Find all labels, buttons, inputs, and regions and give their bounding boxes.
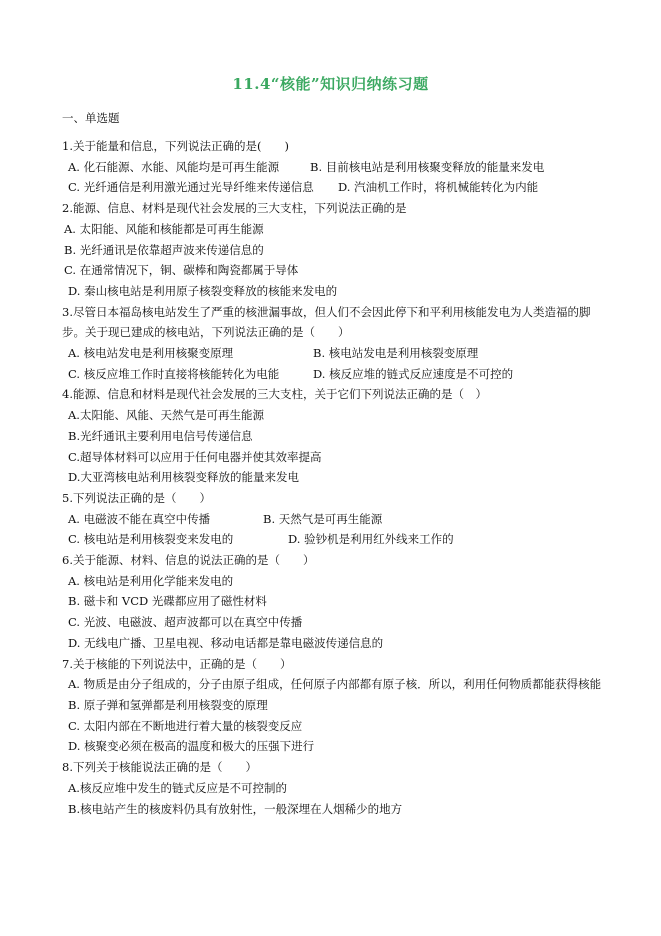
question-3	[62, 302, 602, 385]
option-b: B. 光纤通讯是依靠超声波来传递信息的	[64, 242, 264, 257]
option-d: D. 无线电广播、卫星电视、移动电话都是靠电磁波传递信息的	[68, 635, 384, 650]
question-2	[62, 198, 602, 302]
option-a: A.太阳能、风能、天然气是可再生能源	[68, 408, 264, 423]
question-1	[62, 136, 602, 198]
option-row	[62, 364, 602, 385]
option-c: C. 光纤通信是利用激光通过光导纤维来传递信息	[68, 180, 314, 195]
page-title: 11.4“核能”知识归纳练习题	[232, 75, 429, 93]
question-stem: 2.能源、信息、材料是现代社会发展的三大支柱，下列说法正确的是	[62, 201, 407, 216]
option-a: A. 核电站发电是利用核聚变原理	[68, 346, 234, 361]
option-d: D. 秦山核电站是利用原子核裂变释放的核能来发电的	[68, 283, 338, 298]
option-b: B. 天然气是可再生能源	[263, 511, 383, 526]
option-d: D. 汽油机工作时，将机械能转化为内能	[338, 180, 539, 195]
question-5	[62, 488, 602, 550]
option-row	[62, 177, 602, 198]
option-b: B. 磁卡和 VCD 光碟都应用了磁性材料	[68, 594, 267, 609]
option-a: A. 核电站是利用化学能来发电的	[68, 573, 234, 588]
option-row	[62, 509, 602, 530]
option-a: A. 化石能源、水能、风能均是可再生能源	[68, 159, 280, 174]
option-d: D. 核聚变必须在极高的温度和极大的压强下进行	[68, 739, 315, 754]
option-a: A.核反应堆中发生的链式反应是不可控制的	[68, 780, 287, 795]
option-c: C.超导体材料可以应用于任何电器并使其效率提高	[68, 449, 322, 464]
option-a: A. 物质是由分子组成的，分子由原子组成，任何原子内部都有原子核．所以，利用任何物质都能获得核能	[68, 677, 602, 692]
option-b: B.光纤通讯主要利用电信号传递信息	[68, 428, 253, 443]
option-a: A. 太阳能、风能和核能都是可再生能源	[64, 221, 264, 236]
question-stem: 3.尽管日本福岛核电站发生了严重的核泄漏事故，但人们不会因此停下和平利用核能发电为人类造福的脚步。关于现已建成的核电站，下列说法正确的是（ ）	[62, 304, 591, 340]
option-d: D. 核反应堆的链式反应速度是不可控的	[313, 366, 514, 381]
question-stem: 7.关于核能的下列说法中，正确的是（ ）	[62, 656, 292, 671]
option-d: D.大亚湾核电站利用核裂变释放的能量来发电	[68, 470, 299, 485]
option-b: B. 核电站发电是利用核裂变原理	[313, 346, 479, 361]
question-list	[62, 136, 602, 819]
option-row	[62, 343, 602, 364]
option-b: B. 原子弹和氢弹都是利用核裂变的原理	[68, 697, 268, 712]
section-heading: 一、单选题	[62, 111, 120, 125]
question-stem: 8.下列关于核能说法正确的是（ ）	[62, 760, 257, 775]
question-8	[62, 757, 602, 819]
question-stem: 1.关于能量和信息，下列说法正确的是( )	[62, 139, 289, 153]
question-stem: 4.能源、信息和材料是现代社会发展的三大支柱，关于它们下列说法正确的是（ ）	[62, 387, 487, 402]
question-stem: 6.关于能源、材料、信息的说法正确的是（ ）	[62, 553, 315, 568]
option-c: C. 光波、电磁波、超声波都可以在真空中传播	[68, 615, 303, 630]
option-a: A. 电磁波不能在真空中传播	[68, 511, 211, 526]
question-stem: 5.下列说法正确的是（ ）	[62, 490, 211, 505]
option-d: D. 验钞机是利用红外线来工作的	[288, 532, 454, 547]
option-row	[62, 157, 602, 178]
question-4	[62, 384, 602, 488]
option-b: B. 目前核电站是利用核聚变释放的能量来发电	[310, 159, 545, 174]
option-c: C. 在通常情况下，铜、碳棒和陶瓷都属于导体	[64, 263, 299, 278]
question-7	[62, 654, 602, 758]
option-b: B.核电站产生的核废料仍具有放射性，一般深埋在人烟稀少的地方	[68, 801, 403, 816]
option-c: C. 核反应堆工作时直接将核能转化为电能	[68, 366, 280, 381]
option-c: C. 核电站是利用核裂变来发电的	[68, 532, 234, 547]
option-c: C. 太阳内部在不断地进行着大量的核裂变反应	[68, 718, 303, 733]
option-row	[62, 529, 602, 550]
question-6	[62, 550, 602, 654]
